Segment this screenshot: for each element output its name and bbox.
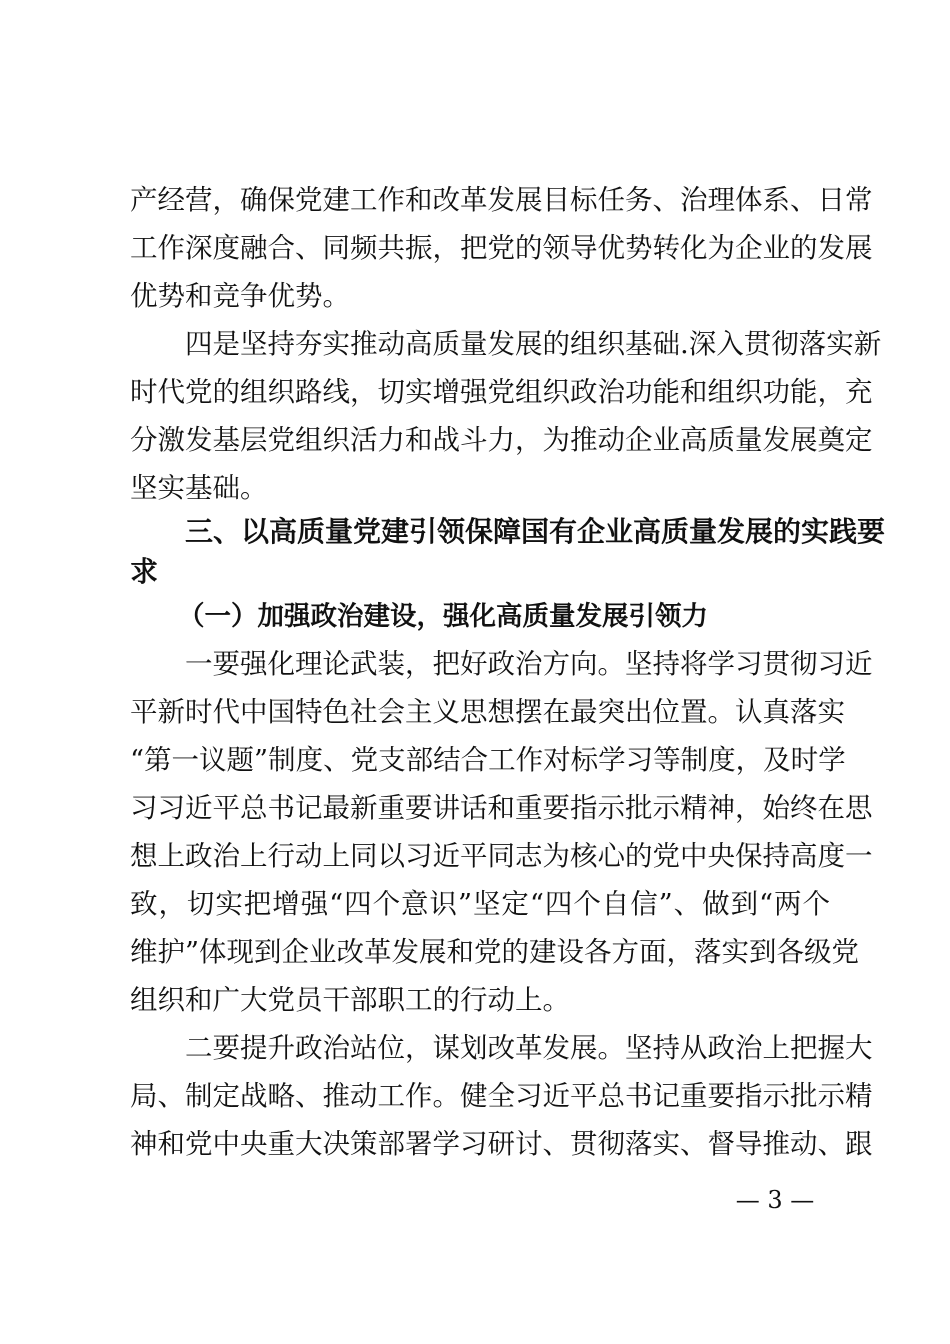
text-line: “第一议题”制度、党支部结合工作对标学习等制度，及时学: [130, 744, 846, 776]
section-heading: 三、以高质量党建引领保障国有企业高质量发展的实践要: [185, 515, 886, 548]
text-line: 分激发基层党组织活力和战斗力，为推动企业高质量发展奠定: [130, 424, 873, 456]
paragraph-start-line: 四是坚持夯实推动高质量发展的组织基础.深入贯彻落实新: [185, 328, 882, 360]
text-line: 优势和竞争优势。: [130, 280, 350, 312]
subsection-heading: （一）加强政治建设，强化高质量发展引领力: [178, 601, 708, 632]
page-number: — 3 —: [735, 1186, 815, 1214]
text-line: 平新时代中国特色社会主义思想摆在最突出位置。认真落实: [130, 696, 845, 728]
text-line: 想上政治上行动上同以习近平同志为核心的党中央保持高度一: [130, 840, 873, 872]
text-line: 习习近平总书记最新重要讲话和重要指示批示精神，始终在思: [130, 792, 873, 824]
text-line: 局、制定战略、推动工作。健全习近平总书记重要指示批示精: [130, 1080, 873, 1112]
text-line: 组织和广大党员干部职工的行动上。: [130, 984, 570, 1016]
section-heading-continuation: 求: [130, 555, 159, 588]
text-line: 工作深度融合、同频共振，把党的领导优势转化为企业的发展: [130, 232, 873, 264]
text-line: 坚实基础。: [130, 472, 268, 504]
text-line: 时代党的组织路线，切实增强党组织政治功能和组织功能，充: [130, 376, 873, 408]
text-line: 产经营，确保党建工作和改革发展目标任务、治理体系、日常: [130, 184, 873, 216]
paragraph-start-line: 一要强化理论武装，把好政治方向。坚持将学习贯彻习近: [185, 648, 873, 680]
text-line: 致，切实把增强“四个意识”坚定“四个自信”、做到“两个: [130, 888, 830, 920]
text-line: 神和党中央重大决策部署学习研讨、贯彻落实、督导推动、跟: [130, 1128, 873, 1160]
paragraph-start-line: 二要提升政治站位，谋划改革发展。坚持从政治上把握大: [185, 1032, 873, 1064]
text-line: 维护”体现到企业改革发展和党的建设各方面，落实到各级党: [130, 936, 860, 968]
